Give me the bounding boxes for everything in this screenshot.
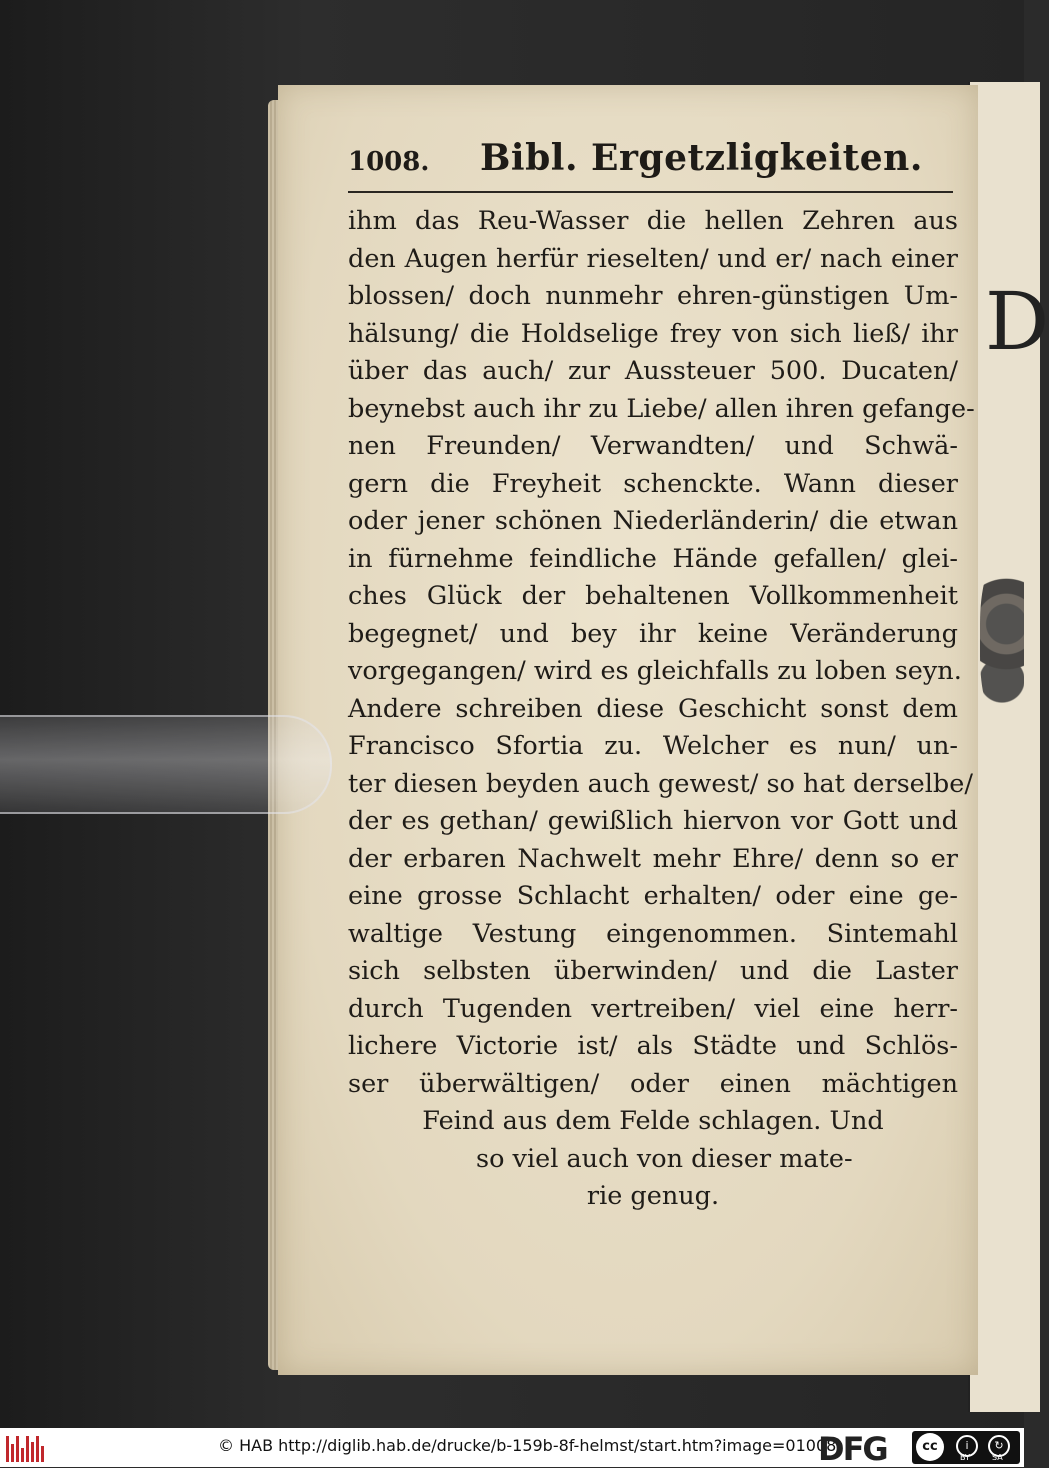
text-line: in fürnehme feindliche Hände gefallen/ glei- bbox=[348, 543, 958, 574]
text-line: der es gethan/ gewißlich hiervon vor Gott und bbox=[348, 806, 958, 836]
text-line: rie genug. bbox=[586, 1181, 720, 1211]
text-line: der erbaren Nachwelt mehr Ehre/ denn so er bbox=[348, 843, 958, 874]
text-line: Andere schreiben diese Geschicht sonst dem bbox=[348, 693, 958, 724]
text-line: waltige Vestung eingenommen. Sintemahl bbox=[348, 918, 958, 949]
text-line: ter diesen beyden auch gewest/ so hat derselbe/ bbox=[348, 768, 973, 799]
text-line: den Augen herfür rieselten/ und er/ nach einer bbox=[348, 243, 958, 274]
body-text bbox=[348, 203, 975, 1216]
footer-bar bbox=[0, 1428, 1024, 1467]
text-line: Feind aus dem Felde schlagen. Und bbox=[422, 1106, 884, 1136]
hab-logo-icon bbox=[6, 1434, 46, 1462]
text-line: lichere Victorie ist/ als Städte und Schlös- bbox=[348, 1031, 958, 1061]
text-line: Francisco Sfortia zu. Welcher es nun/ un- bbox=[348, 731, 958, 761]
text-line: ches Glück der behaltenen Vollkommenheit bbox=[348, 581, 958, 611]
text-line: vorgegangen/ wird es gleichfalls zu loben seyn. bbox=[348, 656, 962, 686]
text-line: sich selbsten überwinden/ und die Laster bbox=[348, 956, 958, 986]
text-line: nen Freunden/ Verwandten/ und Schwä- bbox=[348, 431, 958, 461]
cc-icon: cc bbox=[916, 1433, 944, 1461]
page-header bbox=[348, 137, 938, 197]
license-sa-label: SA bbox=[992, 1453, 1003, 1462]
text-line: so viel auch von dieser mate- bbox=[476, 1143, 853, 1174]
adjacent-page-initial: D bbox=[985, 275, 1049, 368]
license-by-label: BY bbox=[960, 1453, 970, 1462]
text-line: gern die Freyheit schenckte. Wann dieser bbox=[348, 468, 958, 499]
text-line: oder jener schönen Niederländerin/ die etwan bbox=[348, 506, 958, 536]
book-page bbox=[278, 85, 978, 1375]
text-line: über das auch/ zur Aussteuer 500. Ducaten/ bbox=[348, 356, 958, 386]
running-head: Bibl. Ergetzligkeiten. bbox=[480, 137, 923, 179]
ornament-initial-image bbox=[980, 560, 1024, 720]
cc-license-badge[interactable] bbox=[912, 1431, 1020, 1464]
source-credit-link[interactable]: © HAB http://diglib.hab.de/drucke/b-159b-8f-helmst/start.htm?image=01008 bbox=[218, 1436, 837, 1455]
text-line: hälsung/ die Holdselige frey von sich ließ/ ihr bbox=[348, 318, 958, 349]
header-rule bbox=[348, 191, 953, 193]
text-line: eine grosse Schlacht erhalten/ oder eine ge- bbox=[348, 881, 958, 911]
dfg-logo: DFG bbox=[818, 1430, 887, 1468]
text-line: blossen/ doch nunmehr ehren-günstigen Um- bbox=[348, 281, 958, 311]
text-line: durch Tugenden vertreiben/ viel eine herr- bbox=[348, 993, 958, 1024]
text-line: ihm das Reu-Wasser die hellen Zehren aus bbox=[348, 206, 958, 236]
text-line: ser überwältigen/ oder einen mächtigen bbox=[348, 1068, 958, 1099]
attribution-icon: i bbox=[956, 1435, 978, 1457]
plastic-bookmark bbox=[0, 715, 332, 814]
share-alike-icon: ↻ bbox=[988, 1435, 1010, 1457]
text-line: beynebst auch ihr zu Liebe/ allen ihren gefange- bbox=[348, 393, 975, 424]
page-number: 1008. bbox=[348, 147, 430, 177]
text-line: begegnet/ und bey ihr keine Veränderung bbox=[348, 618, 958, 649]
